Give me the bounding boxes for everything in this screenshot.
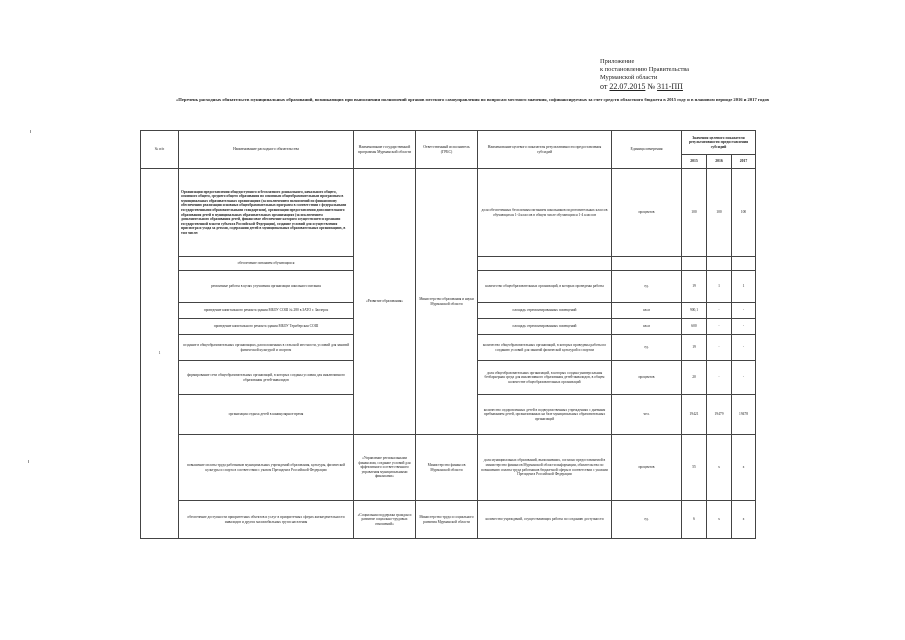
program-cell: «Развитие образования» xyxy=(354,169,416,435)
obligation-cell: проведение капитального ремонта здания МБОУ Териберская СОШ xyxy=(179,319,354,335)
unit-cell: процентов xyxy=(612,361,682,395)
row-number-cell: 1 xyxy=(141,169,179,539)
value-2015-cell xyxy=(682,257,707,271)
scan-mark xyxy=(30,130,31,133)
header-unit: Единица измерения xyxy=(612,131,682,169)
document-number: 311-ПП xyxy=(657,82,683,91)
document-date: 22.07.2015 xyxy=(609,82,646,91)
table-row xyxy=(141,501,756,539)
indicator-cell: площадь отремонтированных помещений xyxy=(478,319,612,335)
value-2015-cell: 100 xyxy=(682,169,707,257)
table-row xyxy=(141,435,756,501)
indicator-cell: количество общеобразовательных организаций, в которых проведены работы по созданию условий для занятий физической культурой и спортом xyxy=(478,335,612,361)
value-2016-cell: 1 xyxy=(707,271,732,303)
obligations-table xyxy=(140,130,756,539)
indicator-cell: количество учреждений, осуществляющих работы по созданию доступности xyxy=(478,501,612,539)
unit-cell: ед. xyxy=(612,501,682,539)
number-sign: № xyxy=(647,82,656,91)
indicator-cell: количество оздоровленных детей в подведомственных учреждениях с дневным пребыванием детей, организованных на базе муниципальных образовательных организаций xyxy=(478,395,612,435)
program-cell: «Социальная поддержка граждан и развитие социально-трудовых отношений» xyxy=(354,501,416,539)
obligation-cell: формирование сети общеобразовательных организаций, в которых созданы условия для инклюзивного образования детей-инвалидов xyxy=(179,361,354,395)
value-2016-cell: - xyxy=(707,319,732,335)
grbs-cell: Министерство образования и науки Мурманской области xyxy=(416,169,478,435)
value-2016-cell: - xyxy=(707,361,732,395)
header-indicator: Наименование целевого показателя результативности предоставления субсидий xyxy=(478,131,612,169)
table-row xyxy=(141,169,756,257)
value-2017-cell: 19478 xyxy=(732,395,756,435)
grbs-cell: Министерство труда и социального развития Мурманской области xyxy=(416,501,478,539)
appendix-block xyxy=(600,58,800,91)
value-2016-cell: - xyxy=(707,335,732,361)
header-num: № п/п xyxy=(141,131,179,169)
value-2015-cell: 600 xyxy=(682,319,707,335)
obligation-cell: организация отдыха детей в каникулярное время xyxy=(179,395,354,435)
unit-cell: ед. xyxy=(612,335,682,361)
appendix-number-line xyxy=(600,83,800,91)
appendix-line-2: к постановлению Правительства xyxy=(600,66,690,73)
number-prefix: от xyxy=(600,82,608,91)
value-2016-cell: х xyxy=(707,435,732,501)
value-2015-cell: 20 xyxy=(682,361,707,395)
value-2017-cell: 1 xyxy=(732,271,756,303)
value-2017-cell: - xyxy=(732,335,756,361)
value-2015-cell: 19421 xyxy=(682,395,707,435)
value-2017-cell: х xyxy=(732,435,756,501)
obligation-cell: обеспечение питанием обучающихся xyxy=(179,257,354,271)
value-2017-cell: х xyxy=(732,501,756,539)
indicator-cell xyxy=(478,257,612,271)
header-grbs: Ответственный исполнитель (ГРБС) xyxy=(416,131,478,169)
value-2015-cell: 19 xyxy=(682,335,707,361)
indicator-cell: количество общеобразовательных организаций, в которых проведены работы xyxy=(478,271,612,303)
value-2016-cell: 100 xyxy=(707,169,732,257)
obligation-cell: проведение капитального ремонта здания МБОУ СОШ № 280 в ЗАТО г. Заозерск xyxy=(179,303,354,319)
unit-cell: ед. xyxy=(612,271,682,303)
indicator-cell: доля обеспеченных бесплатным питанием школьников подготовительных классов обучающихся 1-4 классов в общем числе обучающихся 1-4 классов xyxy=(478,169,612,257)
value-2016-cell: х xyxy=(707,501,732,539)
unit-cell xyxy=(612,257,682,271)
value-2017-cell: - xyxy=(732,303,756,319)
obligation-cell: создание в общеобразовательных организациях, расположенных в сельской местности, условий для занятий физической культурой и спортом xyxy=(179,335,354,361)
program-cell: «Управление региональными финансами, создание условий для эффективного и ответственного управления муниципальными финансами» xyxy=(354,435,416,501)
value-2016-cell xyxy=(707,257,732,271)
appendix-line-3: Мурманской области xyxy=(600,74,658,81)
unit-cell: чел. xyxy=(612,395,682,435)
value-2016-cell: - xyxy=(707,303,732,319)
value-2017-cell: 100 xyxy=(732,169,756,257)
value-2016-cell: 19479 xyxy=(707,395,732,435)
value-2015-cell: 55 xyxy=(682,435,707,501)
header-values-group: Значения целевого показателя результативности предоставления субсидий xyxy=(682,131,756,155)
scan-mark xyxy=(28,460,29,463)
document-title: «Перечень расходных обязательств муниципальных образований, возникающих при выполнении полномочий органов местного самоуправления по вопросам местного значения, софинансируемых за счет средств областного бюджета в 2015 году и в плановом периоде 2016 и 2017 годов xyxy=(175,97,770,102)
value-2017-cell xyxy=(732,257,756,271)
obligation-cell: обеспечение доступности приоритетных объектов и услуг в приоритетных сферах жизнедеятельности инвалидов и других маломобильных групп населения xyxy=(179,501,354,539)
value-2015-cell: 19 xyxy=(682,271,707,303)
header-year-2016: 2016 xyxy=(707,155,732,169)
unit-cell: процентов xyxy=(612,435,682,501)
header-obligation: Наименование расходного обязательства xyxy=(179,131,354,169)
value-2017-cell: - xyxy=(732,361,756,395)
indicator-cell: доля общеобразовательных организаций, в которых создана универсальная безбарьерная среда для инклюзивного образования детей-инвалидов, в общем количестве общеобразовательных организаций xyxy=(478,361,612,395)
appendix-line-1: Приложение xyxy=(600,58,635,65)
indicator-cell: площадь отремонтированных помещений xyxy=(478,303,612,319)
obligation-cell: Организация предоставления общедоступного и бесплатного дошкольного, начального общего, основного общего, среднего общего образования по основным общеобразовательным программам в муниципальных образовательных организациях (за исключением полномочий по финансовому обеспечению реализации основных общеобразовательных программ в соответствии с федеральными государственными образовательными стандартами), организация предоставления дополнительного образования детей в муниципальных образовательных организациях (за исключением дополнительного образования детей, финансовое обеспечение которого осуществляется органами государственной власти субъекта Российской Федерации), создание условий для осуществления присмотра и ухода за детьми, содержания детей в муниципальных образовательных организациях, в том числе: xyxy=(179,169,354,257)
unit-cell: кв.м xyxy=(612,319,682,335)
value-2015-cell: 6 xyxy=(682,501,707,539)
indicator-cell: доля муниципальных образований, выполнивших, согласно предоставляемой в министерство финансов Мурманской области информации, обязательства по повышению оплаты труда работников бюджетной сферы в соответствии с указами Президента Российской Федерации xyxy=(478,435,612,501)
header-year-2015: 2015 xyxy=(682,155,707,169)
unit-cell: кв.м xyxy=(612,303,682,319)
header-program: Наименование государственной программы Мурманской области xyxy=(354,131,416,169)
grbs-cell: Министерство финансов Мурманской области xyxy=(416,435,478,501)
unit-cell: процентов xyxy=(612,169,682,257)
obligation-cell: повышение оплаты труда работников муниципальных учреждений образования, культуры, физической культуры и спорта в соответствии с указом Президента Российской Федерации xyxy=(179,435,354,501)
header-year-2017: 2017 xyxy=(732,155,756,169)
value-2017-cell: - xyxy=(732,319,756,335)
value-2015-cell: 900,1 xyxy=(682,303,707,319)
obligation-cell: ремонтные работы в целях улучшения организации школьного питания xyxy=(179,271,354,303)
